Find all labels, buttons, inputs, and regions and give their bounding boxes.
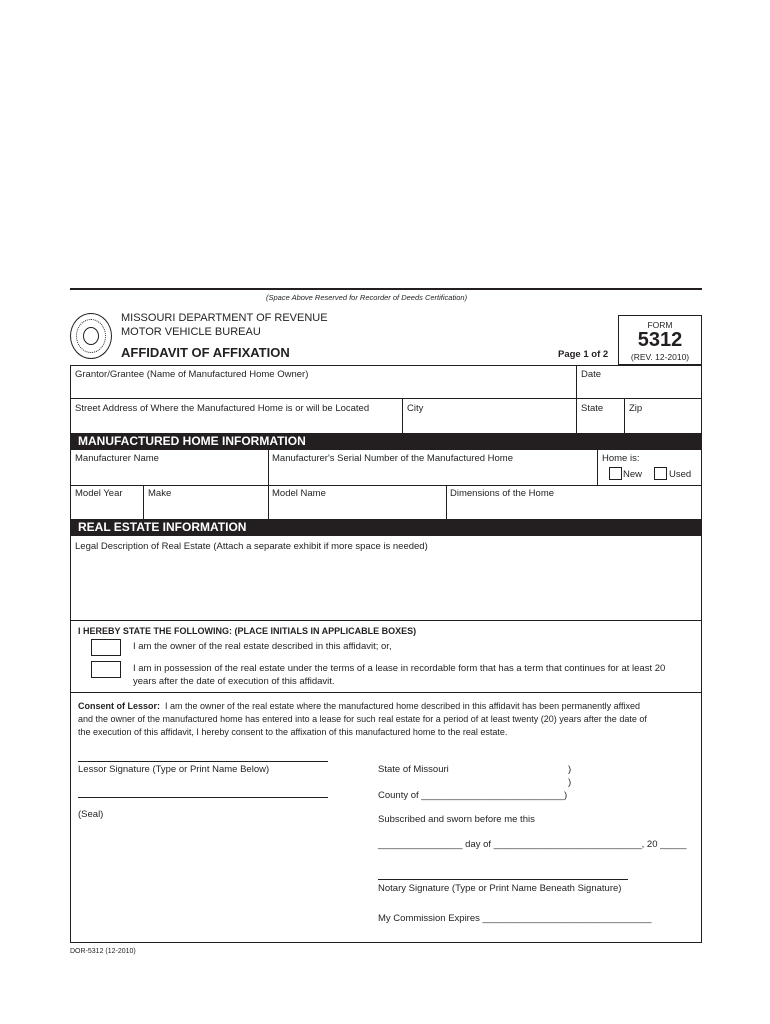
page-number: Page 1 of 2 (558, 349, 609, 360)
new-checkbox[interactable] (609, 467, 622, 480)
legal-description-label: Legal Description of Real Estate (Attach a separate exhibit if more space is needed) (75, 541, 428, 552)
owner-initials-box[interactable] (91, 639, 121, 656)
row-line-3 (70, 485, 702, 486)
venue-paren-1: ) (568, 764, 572, 775)
subscribed-sworn: Subscribed and sworn before me this (378, 814, 535, 825)
statements-heading: I HEREBY STATE THE FOLLOWING: (PLACE INITIALS IN APPLICABLE BOXES) (78, 626, 417, 636)
row-line-4 (70, 620, 702, 621)
form-left-border (70, 365, 71, 943)
used-label: Used (669, 469, 692, 480)
consent-line3: the execution of this affidavit, I hereby consent to the affixation of this manufactured home to the real estate. (78, 727, 508, 737)
missouri-seal-icon (70, 313, 112, 359)
venue-paren-2: ) (568, 777, 572, 788)
make-divider (143, 485, 144, 519)
lessor-name-line (78, 797, 328, 798)
day-of-line: ________________ day of ____________________________, 20 _____ (378, 839, 687, 850)
date-divider (576, 365, 577, 433)
lease-statement-line2: years after the date of execution of this affidavit. (133, 676, 335, 687)
form-right-border (701, 365, 702, 943)
serial-number-label: Manufacturer's Serial Number of the Manufactured Home (272, 453, 514, 464)
grantor-label: Grantor/Grantee (Name of Manufactured Home Owner) (75, 369, 309, 380)
consent-line2: and the owner of the manufactured home has entered into a lease for such real estate for a period of at least twenty (20) years after the date of (78, 714, 647, 724)
department-name: MISSOURI DEPARTMENT OF REVENUE (121, 312, 328, 324)
lessor-signature-label: Lessor Signature (Type or Print Name Below) (78, 764, 270, 775)
bureau-name: MOTOR VEHICLE BUREAU (121, 326, 261, 338)
reserved-note: (Space Above Reserved for Recorder of Deeds Certification) (266, 293, 468, 302)
dimensions-label: Dimensions of the Home (450, 488, 555, 499)
notary-signature-label: Notary Signature (Type or Print Name Beneath Signature) (378, 883, 622, 894)
owner-statement: I am the owner of the real estate described in this affidavit; or, (133, 641, 392, 652)
consent-line1: Consent of Lessor: I am the owner of the real estate where the manufactured home described in this affidavit has been permanently affixed (78, 701, 640, 711)
model-year-label: Model Year (75, 488, 123, 499)
city-divider (402, 398, 403, 433)
row-line-1 (70, 365, 702, 366)
row-line-5 (70, 692, 702, 693)
zip-divider (624, 398, 625, 433)
new-label: New (623, 469, 643, 480)
lease-initials-box[interactable] (91, 661, 121, 678)
city-label: City (407, 403, 424, 414)
state-of-missouri: State of Missouri (378, 764, 449, 775)
zip-label: Zip (629, 403, 643, 414)
home-is-divider (597, 450, 598, 485)
home-is-label: Home is: (602, 453, 640, 464)
form-revision: (REV. 12-2010) (630, 352, 690, 362)
state-label: State (581, 403, 604, 414)
lease-statement-line1: I am in possession of the real estate under the terms of a lease in recordable form that has a term that continues for at least 20 (133, 663, 666, 674)
seal-label: (Seal) (78, 809, 104, 820)
street-address-label: Street Address of Where the Manufactured Home is or will be Located (75, 403, 370, 414)
manufacturer-name-label: Manufacturer Name (75, 453, 159, 464)
dimensions-divider (446, 485, 447, 519)
county-of: County of ___________________________) (378, 790, 568, 801)
row-line-2 (70, 398, 702, 399)
date-label: Date (581, 369, 602, 380)
notary-signature-line (378, 879, 628, 880)
model-name-label: Model Name (272, 488, 326, 499)
form-bottom-border (70, 942, 702, 943)
lessor-signature-line (78, 761, 328, 762)
used-checkbox[interactable] (654, 467, 667, 480)
commission-expires: My Commission Expires ________________________________ (378, 913, 652, 924)
form-footer: DOR-5312 (12-2010) (70, 948, 136, 955)
form-label: FORM (647, 320, 673, 330)
form-title: AFFIDAVIT OF AFFIXATION (121, 345, 290, 360)
real-estate-section-header: REAL ESTATE INFORMATION (70, 519, 702, 536)
manufactured-home-section-header: MANUFACTURED HOME INFORMATION (70, 433, 702, 450)
form-number: 5312 (637, 329, 683, 351)
make-label: Make (148, 488, 172, 499)
top-rule (70, 288, 702, 290)
